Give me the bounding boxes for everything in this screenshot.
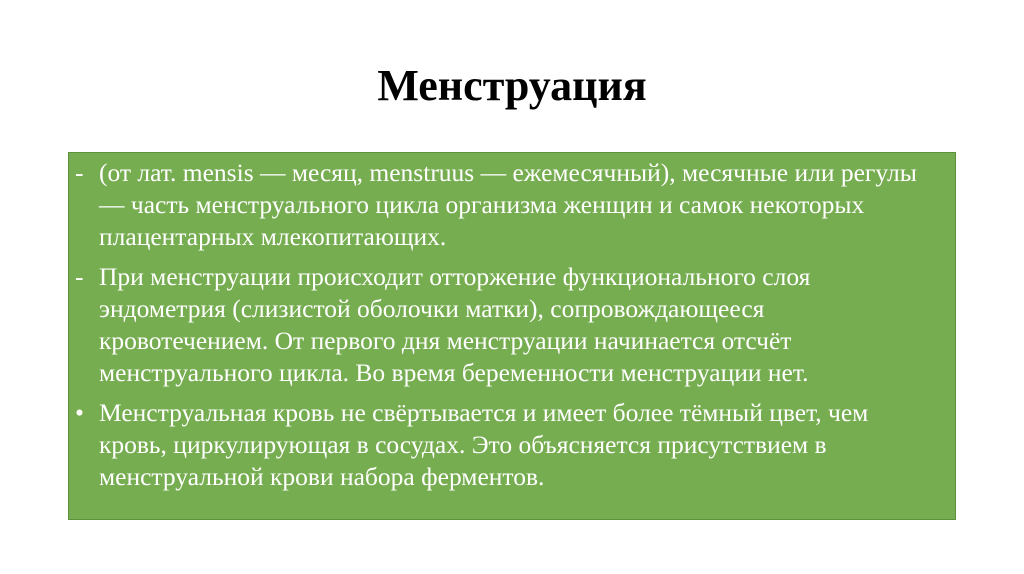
paragraph-definition	[75, 157, 937, 253]
paragraph-text: Менструальная кровь не свёртывается и имеет более тёмный цвет, чем кровь, циркулирующая в сосудах. Это объясняется присутствием в менструальной крови набора ферментов.	[99, 398, 869, 491]
paragraph-blood	[75, 397, 937, 493]
bullet-marker: •	[75, 398, 84, 427]
dash-marker: -	[75, 158, 84, 187]
content-box	[68, 152, 956, 520]
dash-marker: -	[75, 262, 84, 291]
paragraph-text: При менструации происходит отторжение функционального слоя эндометрия (слизистой оболочки матки), сопровождающееся кровотечением. От первого дня менструации начинается отсчёт менструального цикла. Во время беременности менструации нет.	[99, 262, 811, 387]
slide-title: Менструация	[377, 61, 647, 110]
paragraph-process	[75, 261, 937, 389]
paragraph-text: (от лат. mensis — месяц, menstruus — ежемесячный), месячные или регулы — часть менструального цикла организма женщин и самок некоторых плацентарных млекопитающих.	[99, 158, 917, 251]
